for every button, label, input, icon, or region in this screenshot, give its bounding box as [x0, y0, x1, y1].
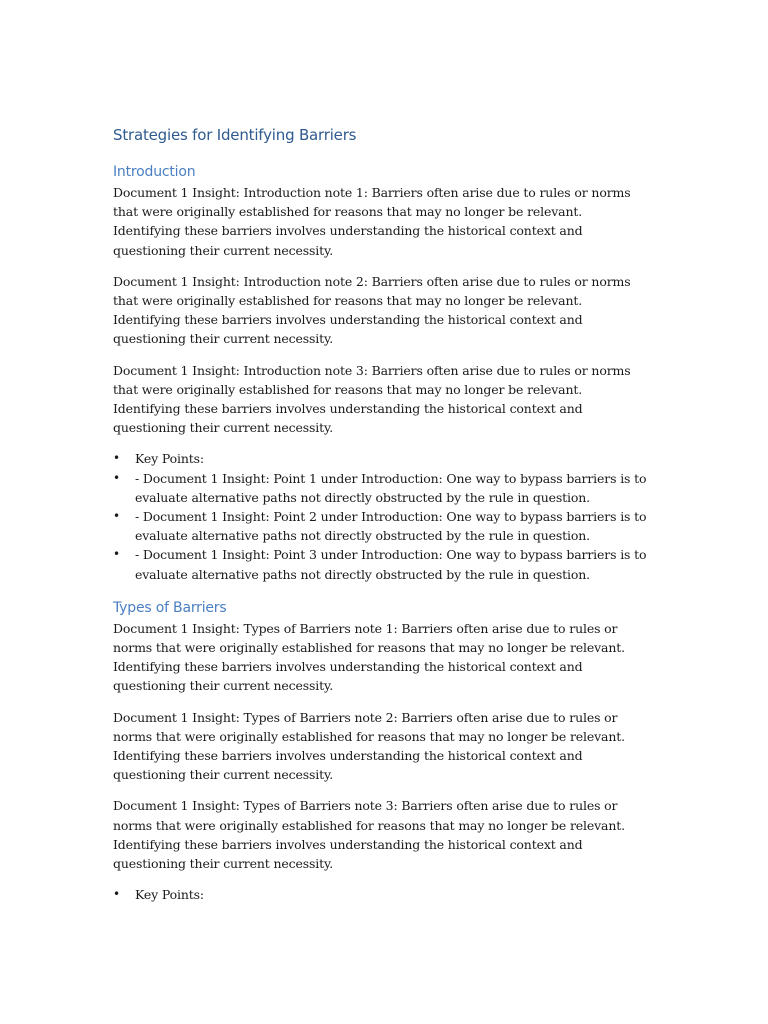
bullet-icon: •: [113, 547, 120, 562]
list-item-text: - Document 1 Insight: Point 3 under Introduction: One way to bypass barriers is to evaluate alternative paths not directly obstructed by the rule in question.: [135, 547, 647, 582]
key-points-list: [113, 885, 653, 904]
paragraph: Document 1 Insight: Types of Barriers note 2: Barriers often arise due to rules or norms that were originally established for reasons that may no longer be relevant. Identifying these barriers involves understanding the historical context and questioning their current necessity.: [113, 709, 625, 783]
paragraph: Document 1 Insight: Introduction note 1: Barriers often arise due to rules or norms that were originally established for reasons that may no longer be relevant. Identifying these barriers involves understanding the historical context and questioning their current necessity.: [113, 185, 631, 258]
section-types-of-barriers: [113, 598, 653, 905]
list-item: [113, 885, 653, 904]
section-heading: Introduction: [113, 164, 196, 180]
section-heading: Types of Barriers: [113, 599, 227, 616]
bullet-icon: •: [113, 887, 120, 902]
list-item-text: Key Points:: [135, 887, 204, 903]
bullet-icon: •: [113, 451, 120, 466]
list-item: [113, 545, 653, 583]
list-item: [113, 449, 653, 468]
bullet-icon: •: [113, 470, 120, 485]
document-title: Strategies for Identifying Barriers: [113, 126, 357, 144]
key-points-list: [113, 449, 653, 583]
paragraph: Document 1 Insight: Introduction note 3: Barriers often arise due to rules or norms that were originally established for reasons that may no longer be relevant. Identifying these barriers involves understanding the historical context and questioning their current necessity.: [113, 362, 631, 436]
list-item-text: Key Points:: [135, 451, 204, 467]
paragraph: Document 1 Insight: Introduction note 2: Barriers often arise due to rules or norms that were originally established for reasons that may no longer be relevant. Identifying these barriers involves understanding the historical context and questioning their current necessity.: [113, 273, 631, 347]
list-item-text: - Document 1 Insight: Point 2 under Introduction: One way to bypass barriers is to evaluate alternative paths not directly obstructed by the rule in question.: [135, 509, 647, 544]
document-body: [113, 124, 653, 919]
list-item: [113, 469, 653, 507]
section-introduction: [113, 162, 653, 584]
paragraph: Document 1 Insight: Types of Barriers note 1: Barriers often arise due to rules or norms that were originally established for reasons that may no longer be relevant. Identifying these barriers involves understanding the historical context and questioning their current necessity.: [113, 620, 625, 694]
paragraph: Document 1 Insight: Types of Barriers note 3: Barriers often arise due to rules or norms that were originally established for reasons that may no longer be relevant. Identifying these barriers involves understanding the historical context and questioning their current necessity.: [113, 798, 625, 872]
bullet-icon: •: [113, 509, 120, 524]
list-item-text: - Document 1 Insight: Point 1 under Introduction: One way to bypass barriers is to evaluate alternative paths not directly obstructed by the rule in question.: [135, 470, 647, 505]
list-item: [113, 507, 653, 545]
